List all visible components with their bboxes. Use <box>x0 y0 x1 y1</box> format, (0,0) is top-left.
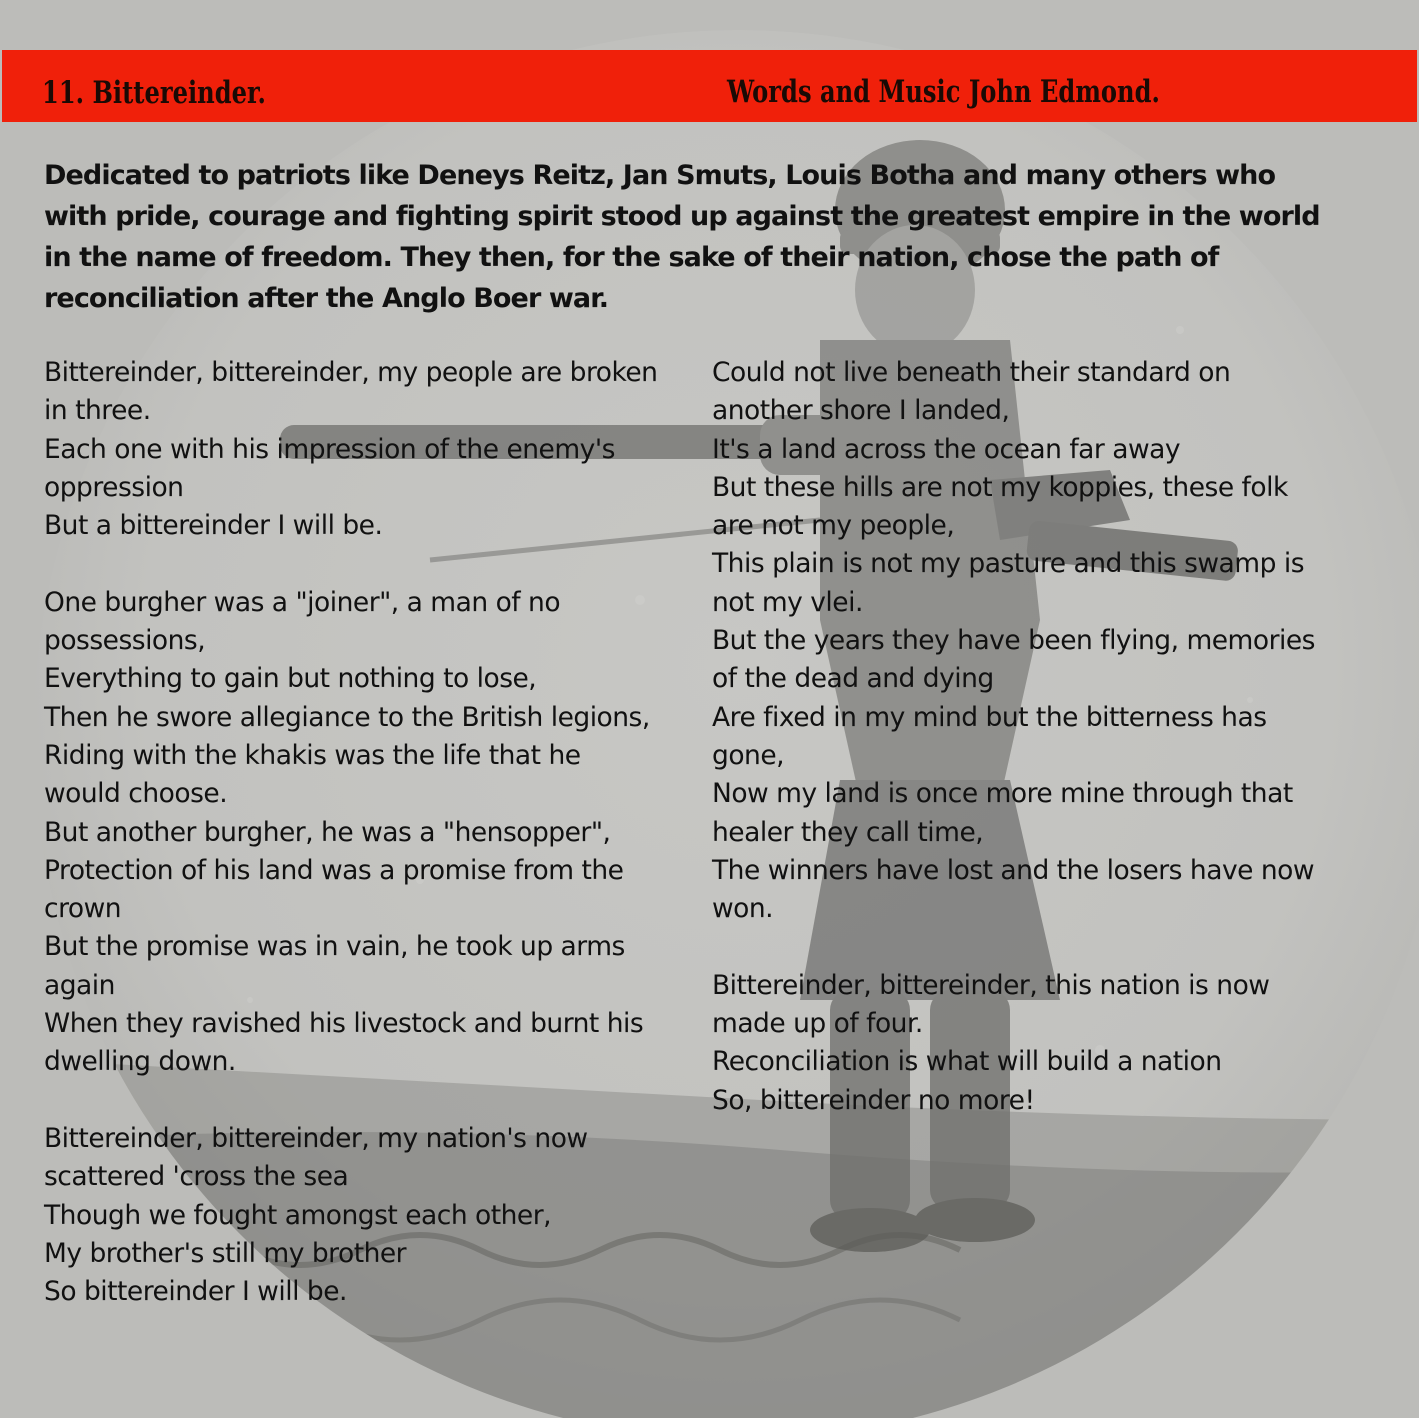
lyric-line: are not my people, <box>712 510 955 542</box>
song-credit: Words and Music John Edmond. <box>727 74 1160 110</box>
dedication-line: Dedicated to patriots like Deneys Reitz, Jan Smuts, Louis Botha and many others who <box>44 160 1276 191</box>
lyric-line: Could not live beneath their standard on <box>712 357 1231 388</box>
lyric-line: Riding with the khakis was the life that he <box>44 739 581 771</box>
lyric-line: gone, <box>712 739 785 771</box>
lyric-line: But the promise was in vain, he took up arms <box>44 931 625 963</box>
dedication-line: in the name of freedom. They then, for the sake of their nation, chose the path of <box>44 242 1219 273</box>
lyric-line: oppression <box>44 471 184 503</box>
lyric-line: But another burgher, he was a "hensopper", <box>44 816 611 848</box>
lyric-line: possessions, <box>44 625 206 657</box>
lyric-line: again <box>44 969 115 1001</box>
lyric-line: But these hills are not my koppies, these folk <box>712 471 1288 503</box>
lyric-line: Everything to gain but nothing to lose, <box>44 663 537 695</box>
lyric-line <box>44 1082 694 1120</box>
lyric-line: not my vlei. <box>712 586 863 618</box>
lyric-line: One burgher was a "joiner", a man of no <box>44 586 561 618</box>
lyric-line: Each one with his impression of the enemy's <box>44 433 615 465</box>
lyric-line: Reconciliation is what will build a nation <box>712 1046 1222 1078</box>
lyric-line: But a bittereinder I will be. <box>44 510 383 542</box>
lyric-line: Though we fought amongst each other, <box>44 1199 552 1231</box>
lyric-line: When they ravished his livestock and burnt his <box>44 1008 644 1040</box>
lyric-line: The winners have lost and the losers have now <box>712 854 1315 886</box>
lyric-line: healer they call time, <box>712 816 984 848</box>
lyric-line: another shore I landed, <box>712 395 1010 427</box>
lyric-line: Now my land is once more mine through that <box>712 778 1293 810</box>
lyric-line: Then he swore allegiance to the British legions, <box>44 701 650 733</box>
lyric-line: of the dead and dying <box>712 663 994 695</box>
lyric-line: But the years they have been flying, memories <box>712 625 1315 657</box>
lyric-line <box>712 928 1392 966</box>
lyric-line: Bittereinder, bittereinder, this nation is now <box>712 969 1270 1001</box>
dedication-line: with pride, courage and fighting spirit stood up against the greatest empire in the world <box>44 201 1320 232</box>
lyric-line: It's a land across the ocean far away <box>712 433 1181 465</box>
lyric-line: Bittereinder, bittereinder, my nation's now <box>44 1122 588 1154</box>
lyric-line: in three. <box>44 395 151 427</box>
lyric-line: My brother's still my brother <box>44 1237 407 1269</box>
lyric-line: Bittereinder, bittereinder, my people are broken <box>44 357 658 388</box>
dedication-line: reconciliation after the Anglo Boer war. <box>44 283 609 314</box>
lyric-line: made up of four. <box>712 1008 923 1040</box>
lyric-line: This plain is not my pasture and this swamp is <box>712 548 1305 580</box>
lyric-line: Protection of his land was a promise from the <box>44 854 624 886</box>
lyrics-right-column <box>712 354 1392 1120</box>
lyric-line: So bittereinder I will be. <box>44 1276 347 1308</box>
lyric-line: So, bittereinder no more! <box>712 1084 1035 1116</box>
lyric-line <box>44 545 694 583</box>
lyric-line: won. <box>712 893 774 925</box>
song-title: 11. Bittereinder. <box>42 75 266 111</box>
lyric-line: Are fixed in my mind but the bitterness has <box>712 701 1267 733</box>
lyric-line: would choose. <box>44 778 228 810</box>
dedication-paragraph <box>44 155 1344 319</box>
lyrics-left-column <box>44 354 694 1311</box>
lyric-line: dwelling down. <box>44 1046 236 1078</box>
lyric-line: crown <box>44 893 122 925</box>
lyric-line: scattered 'cross the sea <box>44 1161 349 1193</box>
